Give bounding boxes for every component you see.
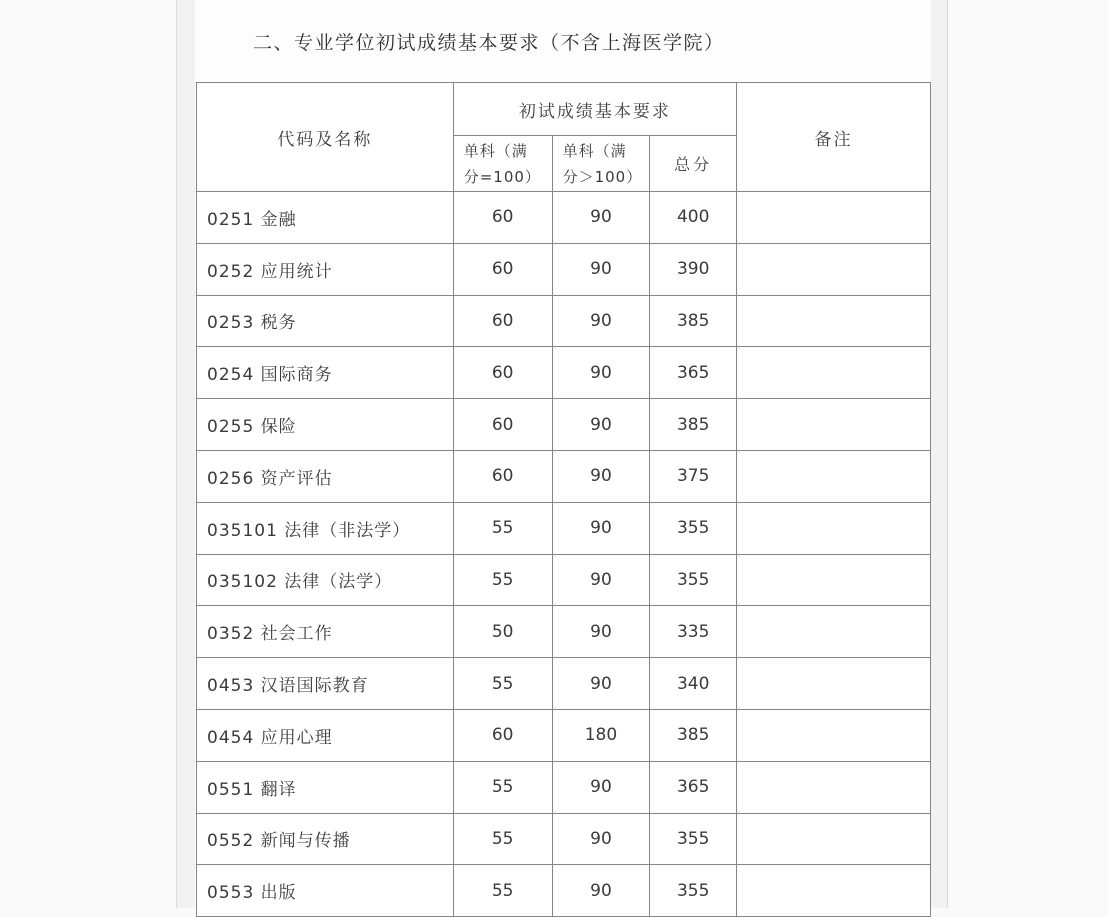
cell-total: 375 — [650, 450, 737, 502]
cell-single-100: 55 — [453, 502, 552, 554]
table-row — [197, 502, 931, 554]
header-code-name: 代码及名称 — [197, 83, 454, 192]
cell-single-100: 60 — [453, 243, 552, 295]
cell-note — [737, 450, 931, 502]
cell-single-over-100: 90 — [552, 658, 650, 710]
cell-program-name: 035102 法律（法学） — [197, 554, 454, 606]
cell-note — [737, 243, 931, 295]
cell-total: 365 — [650, 761, 737, 813]
cell-total: 355 — [650, 865, 737, 917]
header-note: 备注 — [737, 83, 931, 192]
cell-single-100: 55 — [453, 865, 552, 917]
cell-single-100: 60 — [453, 709, 552, 761]
table-row — [197, 606, 931, 658]
header-single-100 — [453, 136, 552, 192]
cell-single-100: 60 — [453, 347, 552, 399]
cell-program-name: 0454 应用心理 — [197, 709, 454, 761]
table-row — [197, 554, 931, 606]
table-row — [197, 450, 931, 502]
cell-single-over-100: 90 — [552, 865, 650, 917]
table-row — [197, 865, 931, 917]
cell-single-over-100: 90 — [552, 813, 650, 865]
cell-note — [737, 606, 931, 658]
header-total: 总分 — [650, 136, 737, 192]
header-single-over-100 — [552, 136, 650, 192]
table-row — [197, 399, 931, 451]
cell-note — [737, 658, 931, 710]
cell-note — [737, 295, 931, 347]
cell-program-name: 0552 新闻与传播 — [197, 813, 454, 865]
cell-total: 365 — [650, 347, 737, 399]
score-requirements-table — [196, 82, 931, 917]
table-row — [197, 761, 931, 813]
header-score-requirements: 初试成绩基本要求 — [453, 83, 736, 136]
cell-program-name: 035101 法律（非法学） — [197, 502, 454, 554]
table-row — [197, 813, 931, 865]
cell-single-over-100: 90 — [552, 295, 650, 347]
document-page-band — [176, 0, 948, 908]
cell-single-100: 55 — [453, 554, 552, 606]
cell-note — [737, 865, 931, 917]
cell-program-name: 0256 资产评估 — [197, 450, 454, 502]
cell-program-name: 0254 国际商务 — [197, 347, 454, 399]
cell-total: 340 — [650, 658, 737, 710]
header-single-100-line1: 单科（满 — [463, 141, 528, 160]
section-title: 二、专业学位初试成绩基本要求（不含上海医学院） — [253, 32, 725, 54]
cell-total: 355 — [650, 813, 737, 865]
cell-note — [737, 554, 931, 606]
cell-total: 400 — [650, 192, 737, 244]
cell-program-name: 0251 金融 — [197, 192, 454, 244]
cell-program-name: 0253 税务 — [197, 295, 454, 347]
cell-single-100: 55 — [453, 813, 552, 865]
cell-single-over-100: 90 — [552, 554, 650, 606]
header-single-over-100-line2: 分＞100） — [562, 167, 643, 186]
cell-note — [737, 709, 931, 761]
cell-total: 385 — [650, 295, 737, 347]
cell-total: 385 — [650, 709, 737, 761]
cell-total: 335 — [650, 606, 737, 658]
cell-program-name: 0352 社会工作 — [197, 606, 454, 658]
cell-single-over-100: 90 — [552, 243, 650, 295]
cell-note — [737, 192, 931, 244]
cell-note — [737, 813, 931, 865]
header-single-100-line2: 分=100） — [463, 167, 541, 186]
cell-single-over-100: 180 — [552, 709, 650, 761]
document-page — [195, 0, 931, 908]
cell-program-name: 0255 保险 — [197, 399, 454, 451]
cell-single-over-100: 90 — [552, 502, 650, 554]
cell-single-100: 60 — [453, 192, 552, 244]
table-row — [197, 295, 931, 347]
table-row — [197, 347, 931, 399]
cell-single-over-100: 90 — [552, 347, 650, 399]
cell-single-over-100: 90 — [552, 399, 650, 451]
cell-single-over-100: 90 — [552, 606, 650, 658]
cell-program-name: 0553 出版 — [197, 865, 454, 917]
cell-single-100: 55 — [453, 761, 552, 813]
cell-program-name: 0551 翻译 — [197, 761, 454, 813]
cell-note — [737, 761, 931, 813]
cell-program-name: 0252 应用统计 — [197, 243, 454, 295]
header-single-over-100-line1: 单科（满 — [562, 141, 627, 160]
cell-single-over-100: 90 — [552, 450, 650, 502]
cell-note — [737, 347, 931, 399]
cell-program-name: 0453 汉语国际教育 — [197, 658, 454, 710]
cell-total: 385 — [650, 399, 737, 451]
cell-single-over-100: 90 — [552, 761, 650, 813]
cell-single-100: 55 — [453, 658, 552, 710]
cell-total: 355 — [650, 502, 737, 554]
table-row — [197, 192, 931, 244]
table-row — [197, 243, 931, 295]
cell-note — [737, 399, 931, 451]
cell-note — [737, 502, 931, 554]
cell-single-100: 60 — [453, 295, 552, 347]
cell-single-over-100: 90 — [552, 192, 650, 244]
cell-total: 390 — [650, 243, 737, 295]
cell-total: 355 — [650, 554, 737, 606]
table-row — [197, 658, 931, 710]
table-row — [197, 709, 931, 761]
cell-single-100: 60 — [453, 399, 552, 451]
cell-single-100: 60 — [453, 450, 552, 502]
table-body — [197, 192, 931, 917]
cell-single-100: 50 — [453, 606, 552, 658]
